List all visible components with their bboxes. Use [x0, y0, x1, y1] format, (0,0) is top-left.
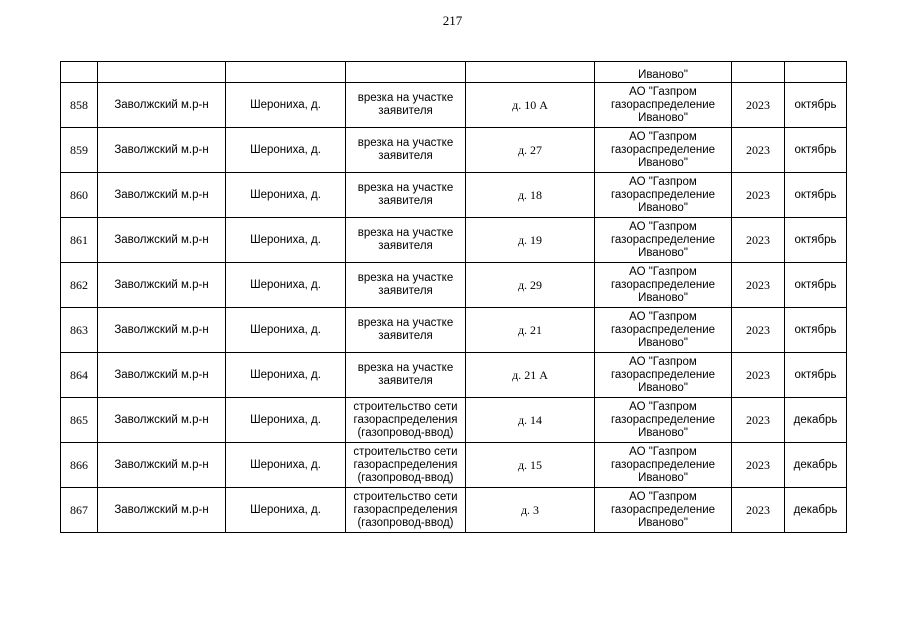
table-row: [61, 488, 847, 533]
cell-work: [346, 62, 466, 83]
cell-month: октябрь: [785, 83, 847, 128]
cell-work: врезка на участке заявителя: [346, 173, 466, 218]
cell-work: строительство сети газораспределения (газопровод-ввод): [346, 443, 466, 488]
cell-district: Заволжский м.р-н: [98, 488, 226, 533]
cell-month: октябрь: [785, 218, 847, 263]
cell-year: 2023: [732, 263, 785, 308]
cell-month: декабрь: [785, 488, 847, 533]
cell-address: д. 21: [466, 308, 595, 353]
cell-address: д. 19: [466, 218, 595, 263]
cell-address: [466, 62, 595, 83]
cell-address: д. 15: [466, 443, 595, 488]
cell-work: строительство сети газораспределения (газопровод-ввод): [346, 398, 466, 443]
cell-address: д. 29: [466, 263, 595, 308]
cell-year: 2023: [732, 173, 785, 218]
cell-owner: АО "Газпром газораспределение Иваново": [595, 128, 732, 173]
cell-settlement: Шерониха, д.: [226, 488, 346, 533]
cell-num: 866: [61, 443, 98, 488]
cell-owner: АО "Газпром газораспределение Иваново": [595, 263, 732, 308]
cell-year: 2023: [732, 488, 785, 533]
cell-year: 2023: [732, 218, 785, 263]
cell-settlement: Шерониха, д.: [226, 308, 346, 353]
cell-num: 859: [61, 128, 98, 173]
cell-work: врезка на участке заявителя: [346, 263, 466, 308]
cell-address: д. 18: [466, 173, 595, 218]
cell-work: врезка на участке заявителя: [346, 353, 466, 398]
table-row: [61, 443, 847, 488]
cell-num: [61, 62, 98, 83]
cell-owner: АО "Газпром газораспределение Иваново": [595, 83, 732, 128]
continued-row: [61, 62, 847, 83]
cell-district: Заволжский м.р-н: [98, 128, 226, 173]
cell-settlement: Шерониха, д.: [226, 128, 346, 173]
cell-num: 861: [61, 218, 98, 263]
cell-address: д. 3: [466, 488, 595, 533]
table-row: [61, 173, 847, 218]
cell-year: 2023: [732, 83, 785, 128]
cell-year: 2023: [732, 443, 785, 488]
cell-work: врезка на участке заявителя: [346, 83, 466, 128]
cell-work: врезка на участке заявителя: [346, 128, 466, 173]
cell-owner: АО "Газпром газораспределение Иваново": [595, 353, 732, 398]
cell-month: октябрь: [785, 308, 847, 353]
cell-num: 865: [61, 398, 98, 443]
cell-num: 860: [61, 173, 98, 218]
cell-district: Заволжский м.р-н: [98, 353, 226, 398]
cell-year: 2023: [732, 128, 785, 173]
cell-month: октябрь: [785, 173, 847, 218]
cell-owner: АО "Газпром газораспределение Иваново": [595, 443, 732, 488]
cell-month: декабрь: [785, 443, 847, 488]
cell-num: 864: [61, 353, 98, 398]
cell-settlement: Шерониха, д.: [226, 353, 346, 398]
table-row: [61, 308, 847, 353]
cell-address: д. 21 А: [466, 353, 595, 398]
cell-num: 858: [61, 83, 98, 128]
cell-district: Заволжский м.р-н: [98, 398, 226, 443]
cell-work: врезка на участке заявителя: [346, 308, 466, 353]
table-row: [61, 353, 847, 398]
cell-owner: АО "Газпром газораспределение Иваново": [595, 218, 732, 263]
cell-num: 862: [61, 263, 98, 308]
cell-month: октябрь: [785, 263, 847, 308]
cell-owner: Иваново": [595, 62, 732, 83]
cell-district: Заволжский м.р-н: [98, 218, 226, 263]
cell-district: Заволжский м.р-н: [98, 263, 226, 308]
table-row: [61, 83, 847, 128]
cell-year: [732, 62, 785, 83]
cell-district: Заволжский м.р-н: [98, 443, 226, 488]
cell-year: 2023: [732, 353, 785, 398]
cell-district: Заволжский м.р-н: [98, 308, 226, 353]
cell-year: 2023: [732, 398, 785, 443]
cell-address: д. 27: [466, 128, 595, 173]
table-row: [61, 218, 847, 263]
cell-month: декабрь: [785, 398, 847, 443]
cell-settlement: Шерониха, д.: [226, 443, 346, 488]
cell-owner: АО "Газпром газораспределение Иваново": [595, 308, 732, 353]
table-row: [61, 263, 847, 308]
cell-owner: АО "Газпром газораспределение Иваново": [595, 173, 732, 218]
table-row: [61, 128, 847, 173]
cell-address: д. 10 А: [466, 83, 595, 128]
cell-num: 863: [61, 308, 98, 353]
cell-work: строительство сети газораспределения (газопровод-ввод): [346, 488, 466, 533]
cell-work: врезка на участке заявителя: [346, 218, 466, 263]
cell-settlement: Шерониха, д.: [226, 173, 346, 218]
cell-settlement: Шерониха, д.: [226, 83, 346, 128]
table-row: [61, 398, 847, 443]
cell-address: д. 14: [466, 398, 595, 443]
cell-district: Заволжский м.р-н: [98, 83, 226, 128]
cell-num: 867: [61, 488, 98, 533]
cell-year: 2023: [732, 308, 785, 353]
cell-district: [98, 62, 226, 83]
cell-month: [785, 62, 847, 83]
cell-settlement: Шерониха, д.: [226, 218, 346, 263]
cell-month: октябрь: [785, 128, 847, 173]
cell-owner: АО "Газпром газораспределение Иваново": [595, 398, 732, 443]
cell-month: октябрь: [785, 353, 847, 398]
cell-settlement: Шерониха, д.: [226, 263, 346, 308]
gas-connection-table: [60, 61, 847, 533]
cell-district: Заволжский м.р-н: [98, 173, 226, 218]
cell-settlement: [226, 62, 346, 83]
page-number: 217: [442, 13, 463, 28]
cell-settlement: Шерониха, д.: [226, 398, 346, 443]
cell-owner: АО "Газпром газораспределение Иваново": [595, 488, 732, 533]
